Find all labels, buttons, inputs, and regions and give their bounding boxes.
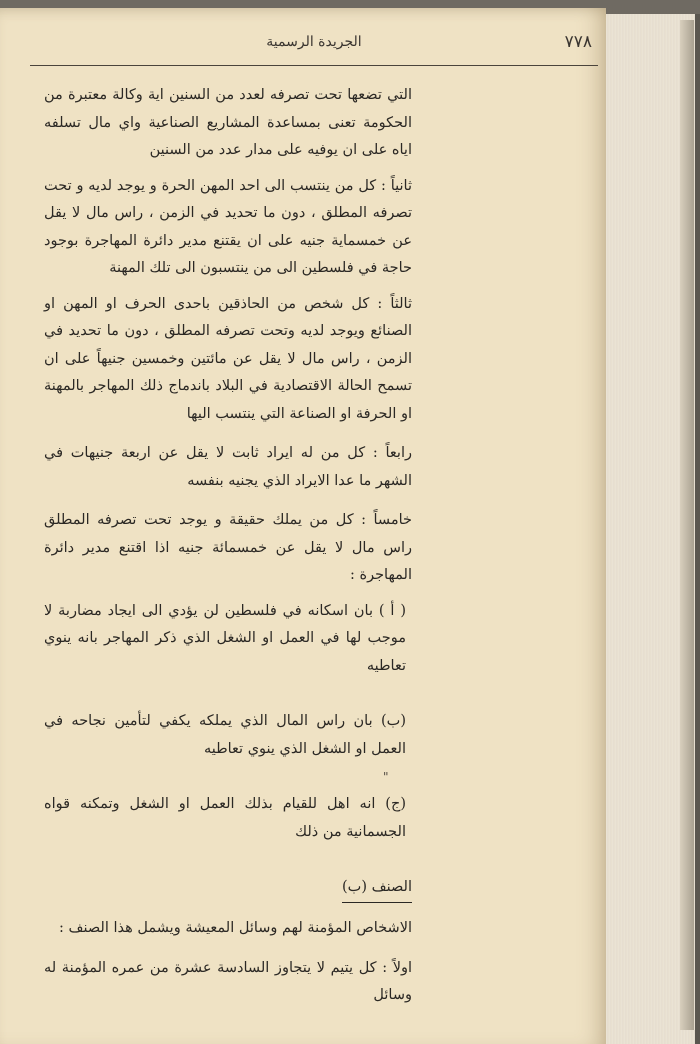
sub-item-a: ( أ ) بان اسكانه في فلسطين لن يؤدي الى ايجاد مضاربة لا موجب لها في العمل او الشغل الذي ذكر المهاجر بانه ينوي تعاطيه xyxy=(44,602,406,674)
running-title: الجريدة الرسمية xyxy=(266,34,362,50)
class-heading: الصنف (ب) xyxy=(342,874,412,903)
class-heading-row xyxy=(44,874,412,903)
page-body xyxy=(44,82,412,1010)
paragraph-first-item: اولاً : كل يتيم لا يتجاوز السادسة عشرة من عمره المؤمنة له وسائل xyxy=(44,959,412,1003)
paragraph-continuation: التي تضعها تحت تصرفه لعدد من السنين اية وكالة معتبرة من الحكومة تعنى بمساعدة المشاريع الصناعية واي مال تسلفه اياه على ان يوفيه على مدار عدد من السنين xyxy=(44,87,412,158)
header-rule xyxy=(30,65,598,66)
page-number: ٧٧٨ xyxy=(564,32,592,52)
paragraph-fourth: رابعاً : كل من له ايراد ثابت لا يقل عن اربعة جنيهات في الشهر ما عدا الايراد الذي يجنيه بنفسه xyxy=(44,445,412,489)
sub-item-b: (ب) بان راس المال الذي يملكه يكفي لتأمين نجاحه في العمل او الشغل الذي ينوي تعاطيه xyxy=(44,713,406,757)
stray-mark: " xyxy=(383,770,389,784)
paragraph-second: ثانياً : كل من ينتسب الى احد المهن الحرة و يوجد لديه و تحت تصرفه المطلق ، دون ما تحديد في الزمن ، راس مال لا يقل عن خمسماية جنيه على ان يقتنع مدير دائرة المهاجرة بوجود حاجة في فلسطين الى من ينتسبون الى تلك المهنة xyxy=(44,177,412,276)
paragraph-third: ثالثاً : كل شخص من الحاذقين باحدى الحرف او المهن او الصنائع ويوجد لديه وتحت تصرفه المطلق ، دون ما تحديد في الزمن ، راس مال لا يقل عن مائتين وخمسين جنيهاً على ان تسمح الحالة الاقتصادية في البلاد باندماج ذلك المهاجر بالمهنة او الحرفة او الصناعة التي ينتسب اليها xyxy=(44,295,412,422)
sub-item-c: (ج) انه اهل للقيام بذلك العمل او الشغل وتمكنه قواه الجسمانية من ذلك xyxy=(44,796,406,840)
class-intro: الاشخاص المؤمنة لهم وسائل المعيشة ويشمل هذا الصنف : xyxy=(58,920,412,936)
page-header xyxy=(30,28,598,72)
book-fore-edge xyxy=(680,20,694,1030)
paragraph-fifth: خامساً : كل من يملك حقيقة و يوجد تحت تصرفه المطلق راس مال لا يقل عن خمسمائة جنيه اذا اقتنع مدير دائرة المهاجرة : xyxy=(44,512,412,583)
